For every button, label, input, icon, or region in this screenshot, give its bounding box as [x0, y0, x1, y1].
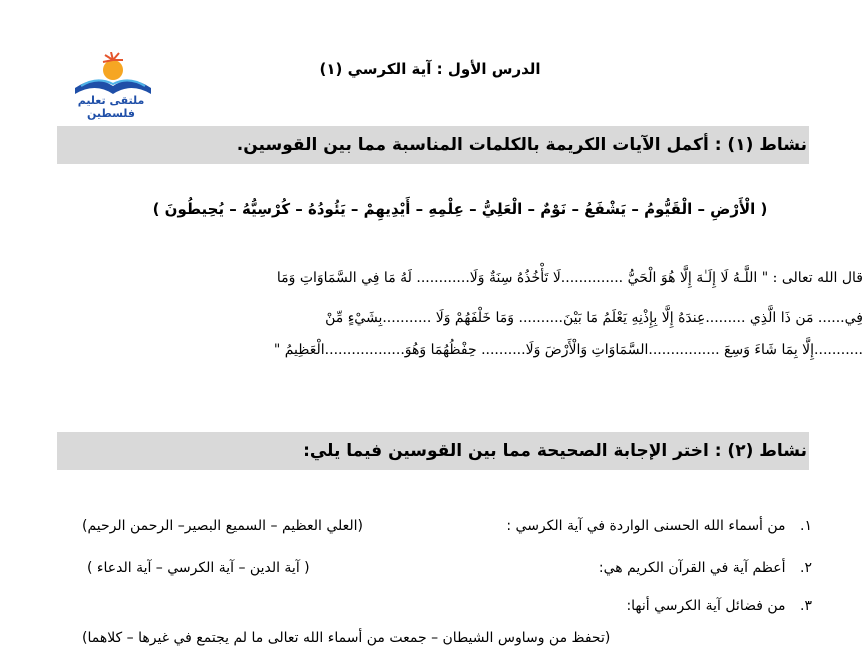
verse-line: قال الله تعالى : " اللَّـهُ لَا إِلَـٰهَ إِلَّا هُوَ الْحَيُّ ..............لَا تَأْخُذُهُ سِنَةٌ وَلَا............ لَهُ مَا فِي السَّمَاوَاتِ وَمَا	[276, 270, 863, 286]
question-3	[626, 598, 812, 614]
question-number: ١.	[800, 518, 812, 534]
lesson-title: الدرس الأول : آية الكرسي (١)	[319, 60, 541, 78]
verse-line: فِي...... مَن ذَا الَّذِي .........عِندَهُ إِلَّا بِإِذْنِهِ يَعْلَمُ مَا بَيْنَ.......... وَمَا خَلْفَهُمْ وَلَا ...........بِشَيْءٍ مِّنْ	[325, 310, 863, 326]
question-2	[599, 560, 812, 576]
question-text: من أسماء الله الحسنى الواردة في آية الكرسي :	[506, 518, 786, 534]
activity1-title: نشاط (١) : أكمل الآيات الكريمة بالكلمات المناسبة مما بين القوسين.	[57, 126, 809, 164]
question-2-options: ( آية الدين – آية الكرسي – آية الدعاء )	[87, 560, 310, 576]
verse-line: ...........إِلَّا بِمَا شَاءَ وَسِعَ ................السَّمَاوَاتِ وَالْأَرْضَ وَلَا.......... حِفْظُهُمَا وَهُوَ..................الْعَظِيمُ "	[273, 342, 863, 358]
question-3-options: (تحفظ من وساوس الشيطان – جمعت من أسماء الله تعالى ما لم يجتمع في غيرها – كلاهما)	[82, 630, 611, 646]
question-1-options: (العلي العظيم – السميع البصير– الرحمن الرحيم)	[82, 518, 364, 534]
question-text: من فضائل آية الكرسي أنها:	[626, 598, 786, 614]
word-bank: ( الْأَرْضِ – الْقَيُّومُ – يَشْفَعُ – نَوْمٌ – الْعَلِيُّ – عِلْمِهِ – أَيْدِيهِمْ – يَئُودُهُ – كُرْسِيُّهُ – يُحِيطُونَ )	[152, 200, 768, 218]
logo-text: ملتقى تعليم فلسطين	[77, 94, 145, 120]
logo-book-icon	[55, 52, 167, 98]
question-number: ٢.	[800, 560, 812, 576]
activity2-title: نشاط (٢) : اختر الإجابة الصحيحة مما بين القوسين فيما يلي:	[57, 432, 809, 470]
question-number: ٣.	[800, 598, 812, 614]
question-1	[506, 518, 812, 534]
logo	[55, 52, 167, 120]
question-text: أعظم آية في القرآن الكريم هي:	[598, 560, 786, 576]
